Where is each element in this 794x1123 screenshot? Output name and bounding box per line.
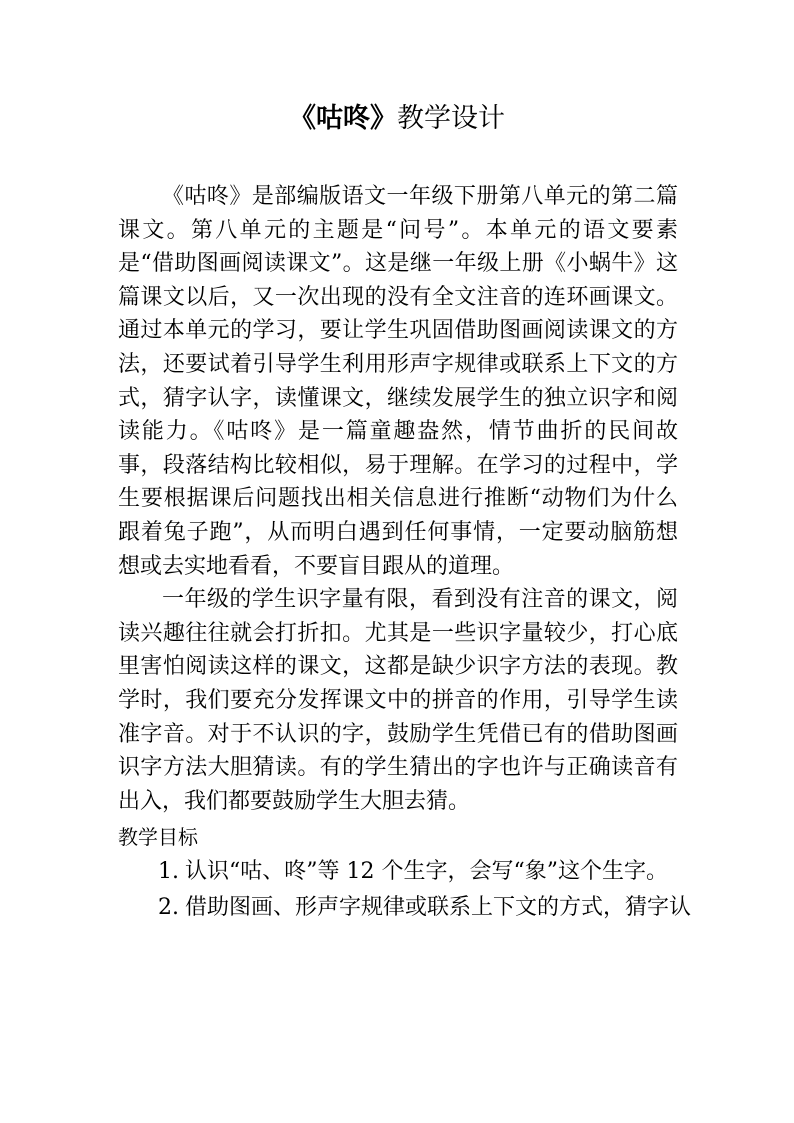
section-heading-teaching-goals: 教学目标 (118, 825, 198, 850)
paragraph-intro: 《咕咚》是部编版语文一年级下册第八单元的第二篇课文。第八单元的主题是“问号”。本单元的语文要素是“借助图画阅读课文”。这是继一年级上册《小蜗牛》这篇课文以后，又一次出现的没有全文注音的连环画课文。通过本单元的学习，要让学生巩固借助图画阅读课文的方法，还要试着引导学生利用形声字规律或联系上下文的方式，猜字认字，读懂课文，继续发展学生的独立识字和阅读能力。《咕咚》是一篇童趣盎然，情节曲折的民间故事，段落结构比较相似，易于理解。在学习的过程中，学生要根据课后问题找出相关信息进行推断“动物们为什么跟着兔子跑”，从而明白遇到任何事情，一定要动脑筋想想或去实地看看，不要盲目跟从的道理。 (118, 184, 678, 579)
document-title (0, 96, 794, 142)
goal-number: 1. (158, 859, 179, 885)
goal-text: 认识“咕、咚”等 12 个生字，会写“象”这个生字。 (185, 859, 668, 885)
title-bold-part: 《咕咚》 (289, 103, 397, 134)
title-rest-part: 教学设计 (397, 103, 505, 134)
goal-number: 2. (158, 895, 179, 921)
goal-text: 借助图画、形声字规律或联系上下文的方式，猜字认 (185, 895, 692, 921)
paragraph-literacy: 一年级的学生识字量有限，看到没有注音的课文，阅读兴趣往往就会打折扣。尤其是一些识字量较少，打心底里害怕阅读这样的课文，这都是缺少识字方法的表现。教学时，我们要充分发挥课文中的拼音的作用，引导学生读准字音。对于不认识的字，鼓励学生凭借已有的借助图画识字方法大胆猜读。有的学生猜出的字也许与正确读音有出入，我们都要鼓励学生大胆去猜。 (118, 587, 678, 814)
document-body (118, 180, 692, 926)
goal-item (118, 890, 692, 926)
goal-item (118, 854, 678, 890)
